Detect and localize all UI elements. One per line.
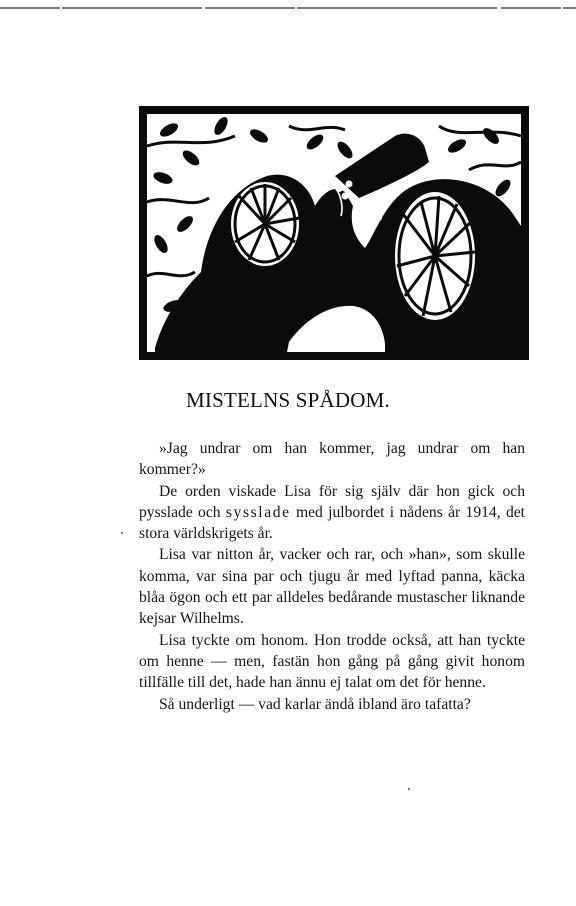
story-paragraph-2-part-1: De orden viskade Lisa för sig själv där hon gick och pysslade och	[139, 482, 525, 521]
paper-speck	[121, 532, 123, 534]
story-paragraph-2	[139, 481, 525, 545]
story-paragraph-4: Lisa tyckte om honom. Hon trodde också, att han tyckte om henne — men, fastän hon gång på gång givit honom tillfälle till det, hade han ännu ej talat om det för henne.	[139, 631, 525, 692]
story-paragraph-5: Så underligt — vad karlar ändå ibland äro tafatta?	[159, 695, 471, 713]
story-title: MISTELNS SPÅDOM.	[186, 388, 390, 412]
story-paragraph-2-spaced-word: sysslade	[225, 503, 291, 521]
mistletoe-kiss-illustration	[139, 106, 529, 360]
story-paragraph-3: Lisa var nitton år, vacker och rar, och »han», som skulle komma, var sina par och tjugu år med lyftad panna, käcka blåa ögon och ett par alldeles bedårande mustascher liknande kejsar Wilhelms.	[139, 546, 525, 628]
paper-speck	[408, 788, 410, 790]
page-top-border-line	[0, 4, 576, 12]
story-body	[139, 438, 525, 715]
story-paragraph-1: »Jag undrar om han kommer, jag undrar om han kommer?»	[139, 440, 525, 479]
story-paragraph-2-part-2: med julbordet i nådens år 1914, det stora världskrigets år.	[139, 503, 526, 543]
